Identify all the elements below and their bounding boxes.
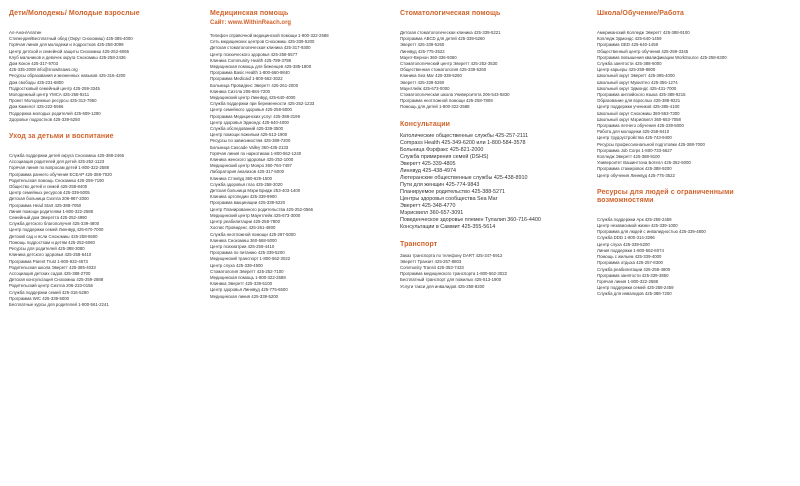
list-item: Центр трудоустройства 425-743-9400 (597, 135, 672, 141)
dental-list (400, 30, 578, 111)
list-item: Медицинский центр Маунтлейк 425-673-3000 (210, 212, 301, 218)
list-item: Ресурсы для родителей 425-388-3080 (9, 246, 85, 252)
youth-list (9, 30, 187, 123)
list-item: Служба поддержки семей 425-316-5290 (9, 289, 89, 295)
list-item: Программа вакцинации 425-339-5220 (210, 200, 286, 206)
list-item: Детская стоматологическая клиника 425-339-5221 (400, 30, 501, 35)
list-item: Программа английского языка 425-388-9215 (597, 92, 686, 98)
list-item: Образование для взрослых 425-388-9221 (597, 98, 681, 104)
list-item: Центр детской и семейной защиты Снохомиш 425-252-6066 (9, 48, 130, 54)
list-item: Родительский центр Сиэтла 206-233-0156 (9, 283, 93, 289)
list-item: Служба DDD 1-800-314-3296 (597, 235, 655, 241)
list-item: Горячая линия для молодежи и подростков 425-258-3099 (9, 42, 124, 48)
list-item: Медицинский центр Монро 360-794-7497 (210, 163, 292, 169)
list-item: Университет Вашингтона Ботелл 425-352-5000 (597, 160, 691, 166)
list-item: Compass Health 425-349-6200 или 1-800-584-3578 (400, 139, 526, 146)
list-item: Центр поддержки семей 425-258-2459 (597, 285, 674, 291)
heading-youth: Дети/Молодежь/ Молодые взрослые (9, 10, 140, 17)
column-youth (9, 10, 187, 318)
list-item: Школьный округ Снохомиш 360-563-7300 (597, 110, 680, 116)
list-item: Программа медицинского транспорта 1-800-562-3022 (400, 271, 507, 277)
list-item: Американский Колледж Эверетт 425-388-9100 (597, 30, 690, 35)
list-item: Общественная стоматология 425-339-5260 (400, 67, 487, 73)
list-item: Общество детей и семей 425-258-8400 (9, 184, 88, 190)
list-item: Программа неотложной помощи 425-258-7808 (400, 98, 493, 104)
list-item: Клиника Эверетт 425-339-5100 (210, 281, 272, 287)
list-item: Мэрисвилл 360-657-3091 (400, 209, 464, 216)
list-item: Поддержка молодых родителей 425-609-1290 (9, 110, 101, 116)
list-item: Центр реабилитации 425-258-7800 (210, 219, 280, 225)
list-item: Горячая линия 1-800-322-2588 (597, 278, 659, 284)
list-item: Клиника ортопедии 425-339-9900 (210, 194, 277, 200)
list-item: Ассоциация детских садов 425-388-2700 (9, 270, 91, 276)
list-item: Центр поддержки семей Линнвуд 425-670-7000 (9, 227, 104, 233)
list-item: Линия поддержки 1-800-562-6074 (597, 247, 664, 253)
list-item: Пути для женщин 425-774-9843 (400, 181, 480, 188)
list-item: Служба неотложной помощи 425-297-5000 (210, 231, 296, 237)
list-item: 425-335-2008 info@snowitsaws.org (9, 67, 78, 73)
list-item: Бесплатный транспорт для пожилых 425-513-1900 (400, 277, 502, 283)
list-item: Консультации в Саммит 425-355-5614 (400, 223, 496, 230)
list-item: Центр психиатрии 425-258-4410 (210, 243, 275, 249)
list-item: Здоровье подростков 425-339-5250 (9, 116, 80, 122)
list-item: Программа по питанию 425-339-5200 (210, 250, 285, 256)
list-item: Телефон справочной медицинской помощи 1-800-322-2588 (210, 33, 329, 38)
list-item: Маунтлейк 425-673-0000 (400, 85, 450, 91)
list-item: Хоспис Провиденс 425-261-4800 (210, 225, 276, 231)
list-item: Школьный округ Эверетт 425-385-4000 (597, 73, 675, 79)
list-item: Служба реабилитации 425-258-4800 (597, 266, 671, 272)
list-item: Клиника детского здоровья 425-258-6410 (9, 252, 92, 258)
disability-list (597, 217, 775, 298)
list-item: Общественный центр обучения 425-259-3345 (597, 48, 689, 54)
list-item: Центр помощи пожилым 425-513-1900 (210, 132, 288, 138)
list-item: Стипендия/Бесплатный обед (Округ Снохомиш) 425-385-4000 (9, 36, 133, 42)
transport-list (400, 253, 578, 290)
list-item: Ал-Анон/Алатин (9, 30, 42, 35)
list-item: Программа для людей с инвалидностью 425-339-4800 (597, 229, 706, 235)
list-item: Больница Cascade Valley 360-435-2133 (210, 144, 289, 150)
list-item: Планируемое родительство 425-388-5271 (400, 188, 506, 195)
list-item: Центр поддержки учеников 425-385-4100 (597, 104, 680, 110)
list-item: Колледж Эверетт 425-388-9100 (597, 154, 660, 160)
heading-transport: Транспорт (400, 240, 438, 248)
list-item: Эверетт Транзит 425-257-8803 (400, 258, 462, 264)
list-item: Центр здоровья Эдмондс 425-640-4000 (210, 119, 289, 125)
list-item: Программа отдыха 425-257-8300 (597, 260, 663, 266)
list-item: Эверетт 425-339-4805 (400, 160, 456, 167)
list-item: Католические общественные службы 425-257-2111 (400, 132, 529, 139)
list-item: Линия помощи родителям 1-800-322-2588 (9, 208, 94, 214)
list-item: Программа WIC 425-339-5000 (9, 295, 70, 301)
list-item: Клиника Сиэтла 206-684-7200 (210, 88, 271, 94)
childcare-list (9, 153, 187, 308)
list-item: Центр здоровья Линнвуд 425-775-6500 (210, 287, 288, 293)
list-item: Заказ транспорта по телефону DART 425-347-5912 (400, 252, 503, 258)
list-item: Эверетт 425-339-5260 (400, 42, 445, 48)
list-item: Клиника Sea Mar 425-339-5260 (400, 73, 462, 79)
list-item: Программа раннего обучения ECEAP 425-388-7020 (9, 171, 112, 177)
list-item: Центр обучения Линнвуд 425-775-3522 (597, 172, 675, 178)
list-item: Родительская школа Эверетт 425-385-4033 (9, 264, 96, 270)
heading-childcare: Уход за детьми и воспитание (9, 133, 114, 141)
list-item: Центр Планированного родительства 425-252-0566 (210, 206, 314, 212)
list-item: Помощь подросткам и детям 425-252-6060 (9, 239, 95, 245)
list-item: Детский сад и ясли Снохомиш 425-258-5500 (9, 233, 98, 239)
list-item: Проект Молодежные ресурсы 425-313-7950 (9, 98, 97, 104)
heading-disability: Ресурсы для людей с ограниченными возможностями (597, 188, 734, 204)
list-item: Программа Basic Health 1-800-660-9840 (210, 70, 290, 76)
heading-consult: Консультации (400, 120, 451, 128)
list-item: Бесплатные курсы для родителей 1-800-561-2241 (9, 301, 109, 307)
list-item: Программа Head Start 425-388-7050 (9, 202, 82, 208)
list-item: Программа GED 425-640-1459 (597, 42, 658, 48)
list-item: Стоматологическая школа Университета 206-543-5830 (400, 92, 510, 98)
list-item: Детская больница Мэри Бридж 253-403-1400 (210, 188, 301, 194)
medical-list (210, 33, 388, 300)
list-item: Служба поддержки детей округа Снохомиш 425-388-2466 (9, 153, 124, 159)
list-item: Стоматология Эверетт 425-252-7100 (210, 268, 284, 274)
list-item: Центр психического здоровья 425-258-5577 (210, 51, 298, 57)
list-item: Помощь для детей 1-800-322-2588 (400, 104, 470, 110)
heading-dental: Стоматологическая помощь (400, 10, 501, 17)
consult-list (400, 133, 578, 231)
list-item: Эверетт 425-348-4770 (400, 202, 456, 209)
list-item: Дом Кокон 425-317-9703 (9, 61, 59, 67)
list-item: Ресурсы образования и жизненных навыков 425-316-4200 (9, 73, 126, 79)
list-item: Родительская помощь Снохомиш 425-259-7190 (9, 177, 104, 183)
list-item: Медицинская линия 425-339-5200 (210, 293, 279, 299)
list-item: Детская консультация Снохомиш 425-259-2888 (9, 277, 104, 283)
list-item: Стоматологический центр Эверетт 425-252-3530 (400, 61, 498, 67)
list-item: Служба примирения семей (DSHS) (400, 153, 489, 160)
list-item: Школьный округ Мукилтео 425-356-1274 (597, 79, 678, 85)
list-item: Медицинский центр Линнвуд 425-640-4000 (210, 95, 296, 101)
list-item: Эверетт 425-339-5260 (400, 79, 445, 85)
list-item: Подростковый семейный центр 425-259-3345 (9, 85, 100, 91)
list-item: Ресурсы по зависимостям 425-388-7200 (210, 138, 291, 144)
heading-medical: Медицинская помощь (210, 10, 289, 17)
list-item: Ассоциация родителей для детей 425-252-1123 (9, 159, 105, 165)
list-item: Работа для молодежи 425-258-8410 (597, 129, 670, 135)
list-item: Клуб мальчиков и девочек округа Снохомиш 425-258-2436 (9, 54, 126, 60)
list-item: Линнвуд 425-775-3522 (400, 48, 445, 54)
list-item: Линнвуд 425-438-4974 (400, 167, 456, 174)
list-item: Служба обследований 425-339-3500 (210, 126, 284, 132)
list-item: Центр слуха 425-339-4500 (210, 262, 263, 268)
list-item: Колледж Эдмондс 425-640-1459 (597, 36, 662, 42)
list-item: Сеть медицинских центров Снохомиш 425-339-5200 (210, 39, 315, 45)
column-school (597, 10, 775, 308)
list-item: Горячая линия по вопросам детей 1-800-322-2588 (9, 165, 110, 171)
list-item: Детская больница Сиэтла 206-987-2000 (9, 196, 89, 202)
list-item: Служба здоровья глаз 425-258-2020 (210, 181, 283, 187)
list-item: Поведенческое здоровье племен Тулалип 360-716-4400 (400, 216, 541, 223)
list-item: Центр семейного здоровья 425-258-5000 (210, 107, 292, 113)
list-item: Центр карьеры 425-259-8800 (597, 67, 656, 73)
list-item: Дом свободы 425-231-6800 (9, 79, 64, 85)
list-item: Больница Провиденс Эверетт 425-261-2000 (210, 82, 299, 88)
list-item: Программа Медицинских услуг 425-388-3199 (210, 113, 300, 119)
list-item: Клиника женского здоровья 425-252-1000 (210, 157, 294, 163)
list-item: Программа ABCD для детей 425-339-5260 (400, 36, 485, 42)
list-item: Программа Parent Trust 1-800-932-4673 (9, 258, 88, 264)
list-item: Лютеранские общественные службы 425-438-8910 (400, 174, 528, 181)
list-item: Программа стажировок 425-388-9200 (597, 166, 672, 172)
list-item: Клиника Снохомиш 360-568-5000 (210, 237, 277, 243)
list-item: Лаборатория анализов 425-317-5000 (210, 169, 284, 175)
list-item: Центры здоровья сообщества Sea Mar (400, 195, 498, 202)
list-item: Служба поддержки при беременности 425-252-1233 (210, 101, 315, 107)
list-item: Служба занятости 425-388-6000 (597, 61, 662, 67)
list-item: Детская стоматологическая клиника 425-317-9300 (210, 45, 311, 51)
list-item: Community Transit 425-353-7433 (400, 265, 464, 271)
list-item: Семейный дом Эверетта 425-252-4990 (9, 215, 87, 221)
column-dental (400, 10, 578, 300)
list-item: Клиника Стэнвуд 360-629-1500 (210, 175, 273, 181)
list-item: Школьный округ Мэрисвилл 360-653-7058 (597, 116, 681, 122)
list-item: Программа Medicaid 1-800-562-3022 (210, 76, 283, 82)
list-item: Центр слуха 425-339-5200 (597, 241, 650, 247)
list-item: Горячая линия по наркотикам 1-800-562-1240 (210, 150, 302, 156)
list-item: Служба поддержки Арк 425-258-2459 (597, 216, 672, 222)
school-list (597, 30, 775, 179)
list-item: Ресурсы профессиональной подготовки 425-388-7000 (597, 141, 705, 147)
list-item: Дом Камелот 425-222-5566 (9, 104, 64, 110)
list-item: Медицинская помощь для беженцев 425-385-1800 (210, 64, 312, 70)
medical-site[interactable]: Сайт: www.WithinReach.org (210, 20, 292, 26)
list-item: Служба детского благополучия 425-339-4800 (9, 221, 100, 227)
list-item: Программа повышения квалификации WorkSource 425-258-6300 (597, 54, 727, 60)
list-item: Маунт-Вернон 360-336-9360 (400, 54, 457, 60)
column-medical (210, 10, 388, 310)
list-item: Медицинская помощь 1-800-322-2588 (210, 274, 286, 280)
list-item: Молодежный центр YMCA 425-258-9211 (9, 92, 90, 98)
list-item: Медицинский транспорт 1-800-562-3022 (210, 256, 291, 262)
list-item: Больница Фэрфакс 425-821-2000 (400, 146, 484, 153)
list-item: Клиника Community Health 425-789-3788 (210, 57, 292, 63)
list-item: Программа летнего обучения 425-339-5000 (597, 123, 684, 129)
heading-school: Школа/Обучение/Работа (597, 10, 685, 17)
list-item: Школьный округ Эдмондс 425-431-7000 (597, 85, 677, 91)
list-item: Программа занятости 425-339-3850 (597, 272, 669, 278)
list-item: Центр независимой жизни 425-339-1000 (597, 223, 678, 229)
list-item: Программа Job Corps 1-800-733-5627 (597, 147, 673, 153)
list-item: Служба для инвалидов 425-388-7200 (597, 291, 672, 297)
list-item: Помощь с жильем 425-339-4000 (597, 254, 662, 260)
list-item: Услуги такси для инвалидов 425-258-8200 (400, 283, 485, 289)
list-item: Центр семейных ресурсов 425-339-5005 (9, 190, 90, 196)
